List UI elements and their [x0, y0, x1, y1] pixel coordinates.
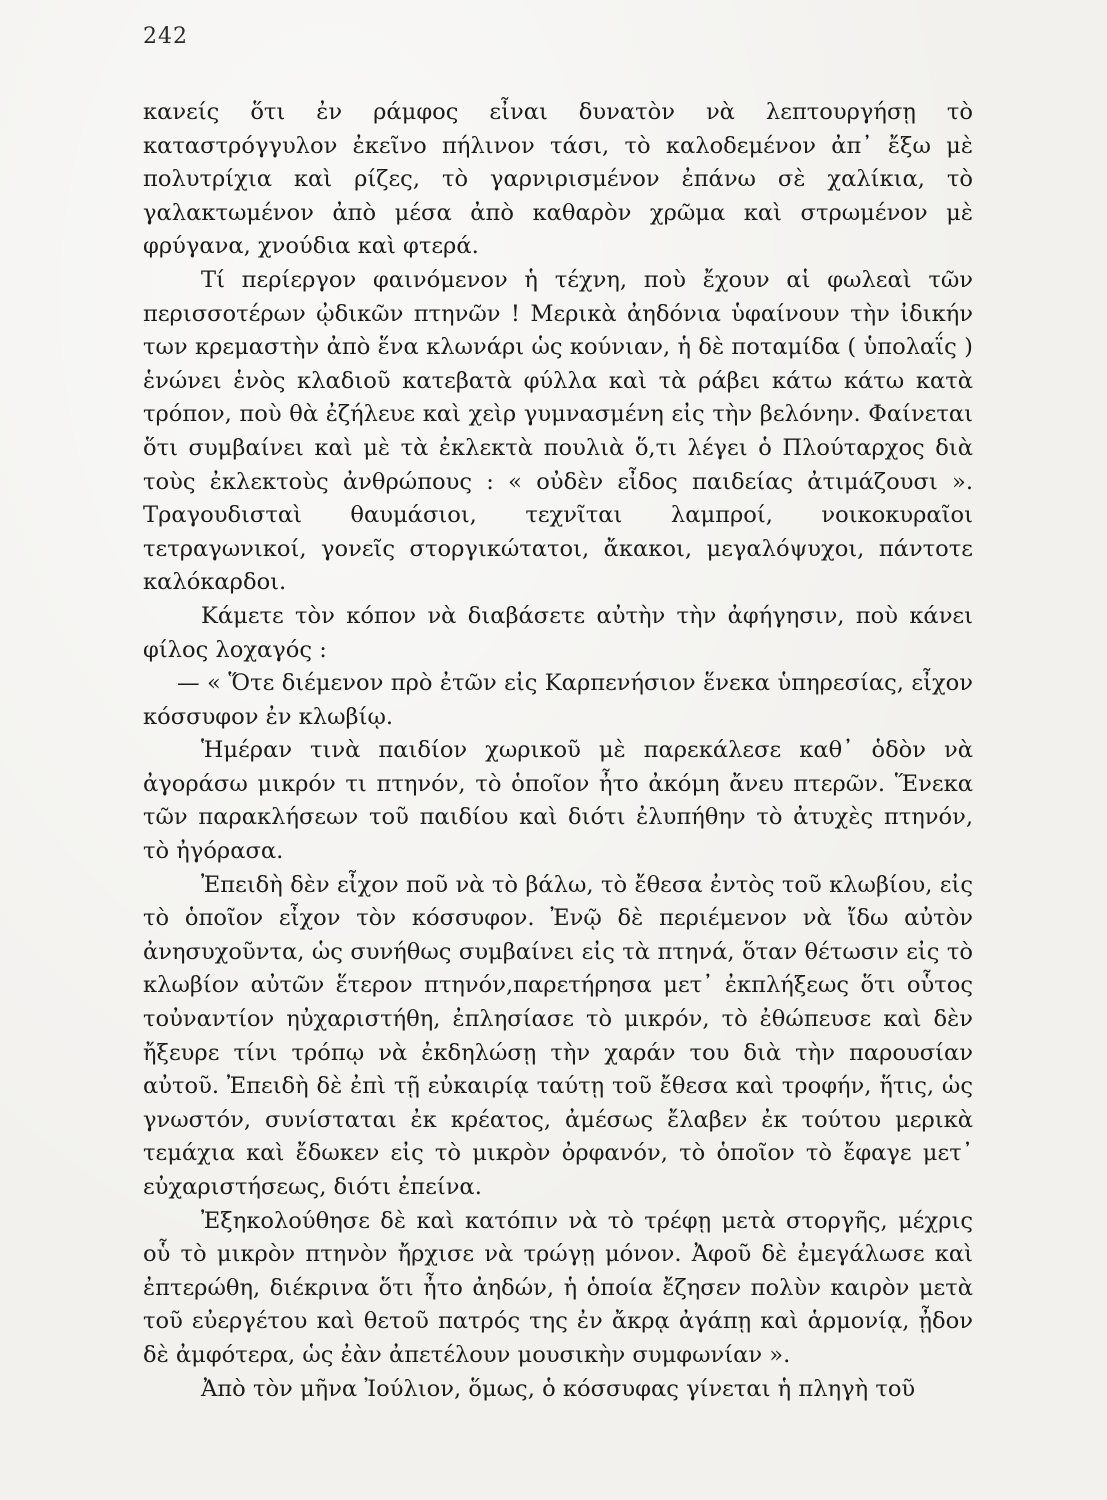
paragraph-4: — « Ὅτε διέμενον πρὸ ἐτῶν εἰς Καρπενήσιον ἕνεκα ὑπηρεσίας, εἶχον κόσσυφον ἐν κλωβίῳ.	[143, 670, 973, 730]
paragraph-5: Ἡμέραν τινὰ παιδίον χωρικοῦ μὲ παρεκάλεσε καθ᾿ ὁδὸν νὰ ἀγοράσω μικρόν τι πτηνόν, τὸ ὁποῖον ἦτο ἀκόμη ἄνευ πτερῶν. Ἕνεκα τῶν παρακλήσεων τοῦ παιδίου καὶ διότι ἐλυπήθην τὸ ἀτυχὲς πτηνόν, τὸ ἠγόρασα.	[143, 737, 973, 865]
paragraph-7: Ἐξηκολούθησε δὲ καὶ κατόπιν νὰ τὸ τρέφῃ μετὰ στοργῆς, μέχρις οὗ τὸ μικρὸν πτηνὸν ἤρχισε νὰ τρώγῃ μόνον. Ἀφοῦ δὲ ἐμεγάλωσε καὶ ἐπτερώθη, διέκρινα ὅτι ἦτο ἀηδών, ἡ ὁποία ἔζησεν πολὺν καιρὸν μετὰ τοῦ εὐεργέτου καὶ θετοῦ πατρός της ἐν ἄκρᾳ ἀγάπῃ καὶ ἁρμονίᾳ, ᾖδον δὲ ἀμφότερα, ὡς ἐὰν ἀπετέλουν μουσικὴν συμφωνίαν ».	[143, 1207, 973, 1368]
body-text	[143, 96, 973, 1406]
paragraph-3: Κάμετε τὸν κόπον νὰ διαβάσετε αὐτὴν τὴν ἀφήγησιν, ποὺ κάνει φίλος λοχαγός :	[143, 602, 973, 663]
paragraph-8: Ἀπὸ τὸν μῆνα Ἰούλιον, ὅμως, ὁ κόσσυφας γίνεται ἡ πληγὴ τοῦ	[201, 1375, 916, 1402]
paragraph-2: Τί περίεργον φαινόμενον ἡ τέχνη, ποὺ ἔχουν αἱ φωλεαὶ τῶν περισσοτέρων ᾠδικῶν πτηνῶν ! Μερικὰ ἀηδόνια ὑφαίνουν τὴν ἰδικήν των κρεμαστὴν ἀπὸ ἕνα κλωνάρι ὡς κούνιαν, ἡ δὲ ποταμίδα ( ὑπολαΐς ) ἑνώνει ἑνὸς κλαδιοῦ κατεβατὰ φύλλα καὶ τὰ ράβει κάτω κάτω κατὰ τρόπον, ποὺ θὰ ἐζήλευε καὶ χεὶρ γυμνασμένη εἰς τὴν βελόνην. Φαίνεται ὅτι συμβαίνει καὶ μὲ τὰ ἐκλεκτὰ πουλιὰ ὅ,τι λέγει ὁ Πλούταρχος διὰ τοὺς ἐκλεκτοὺς ἀνθρώπους : « οὐδὲν εἶδος παιδείας ἀτιμάζουσι ». Τραγουδισταὶ θαυμάσιοι, τεχνῖται λαμπροί, νοικοκυραῖοι τετραγωνικοί, γονεῖς στοργικώτατοι, ἄκακοι, μεγαλόψυχοι, πάντοτε καλόκαρδοι.	[143, 266, 973, 596]
paragraph-1: κανείς ὅτι ἐν ράμφος εἶναι δυνατὸν νὰ λεπτουργήσῃ τὸ καταστρόγγυλον ἐκεῖνο πήλινον τάσι, τὸ καλοδεμένον ἀπ᾿ ἔξω μὲ πολυτρίχια καὶ ρίζες, τὸ γαρνιρισμένον ἐπάνω σὲ χαλίκια, τὸ γαλακτωμένον ἀπὸ μέσα ἀπὸ καθαρὸν χρῶμα καὶ στρωμένον μὲ φρύγανα, χνούδια καὶ φτερά.	[143, 99, 973, 260]
paragraph-6: Ἐπειδὴ δὲν εἶχον ποῦ νὰ τὸ βάλω, τὸ ἔθεσα ἐντὸς τοῦ κλωβίου, εἰς τὸ ὁποῖον εἶχον τὸν κόσσυφον. Ἐνῷ δὲ περιέμενον νὰ ἴδω αὐτὸν ἀνησυχοῦντα, ὡς συνήθως συμβαίνει εἰς τὰ πτηνά, ὅταν θέτωσιν εἰς τὸ κλωβίον αὐτῶν ἕτερον πτηνόν,παρετήρησα μετ᾿ ἐκπλήξεως ὅτι οὗτος τοὐναντίον ηὐχαριστήθη, ἐπλησίασε τὸ μικρόν, τὸ ἐθώπευσε καὶ δὲν ἤξευρε τίνι τρόπῳ νὰ ἐκδηλώσῃ τὴν χαράν του διὰ τὴν παρουσίαν αὐτοῦ. Ἐπειδὴ δὲ ἐπὶ τῇ εὐκαιρίᾳ ταύτῃ τοῦ ἔθεσα καὶ τροφήν, ἥτις, ὡς γνωστόν, συνίσταται ἐκ κρέατος, ἀμέσως ἔλαβεν ἐκ τούτου μερικὰ τεμάχια καὶ ἔδωκεν εἰς τὸ μικρὸν ὀρφανόν, τὸ ὁποῖον τὸ ἔφαγε μετ᾿ εὐχαριστήσεως, διότι ἐπείνα.	[143, 871, 973, 1200]
page-number: 242	[143, 24, 188, 49]
